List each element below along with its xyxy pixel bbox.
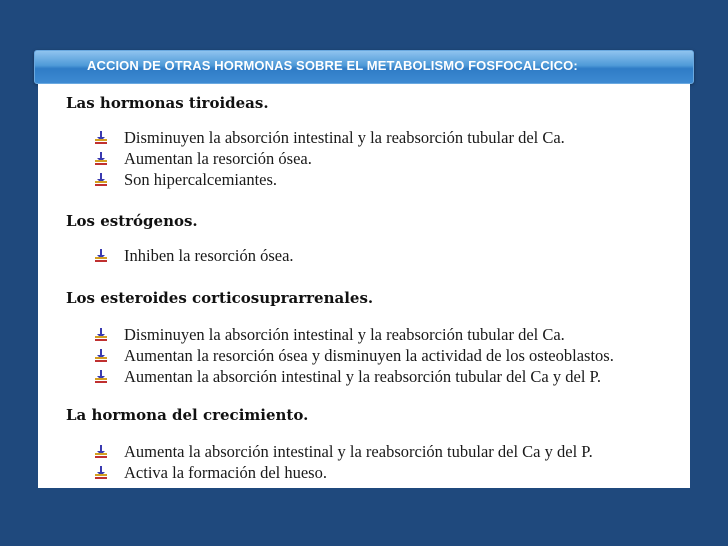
list-item-text: Son hipercalcemiantes. (124, 170, 278, 189)
list-item-text: Activa la formación del hueso. (124, 463, 327, 482)
arrow-down-bullet-icon (94, 349, 108, 363)
list-item-text: Aumenta la absorción intestinal y la reabsorción tubular del Ca y del P. (124, 442, 593, 461)
list-item-text: Disminuyen la absorción intestinal y la reabsorción tubular del Ca. (124, 128, 565, 147)
arrow-down-bullet-icon (94, 249, 108, 263)
list-item (38, 246, 678, 268)
list-item-text: Inhiben la resorción ósea. (124, 246, 294, 265)
arrow-down-bullet-icon (94, 131, 108, 145)
list-item (38, 367, 678, 389)
section-heading: Las hormonas tiroideas. (66, 94, 269, 112)
slide-title: ACCION DE OTRAS HORMONAS SOBRE EL METABOLISMO FOSFOCALCICO: (87, 58, 578, 73)
list-item-text: Disminuyen la absorción intestinal y la reabsorción tubular del Ca. (124, 325, 565, 344)
content-panel (38, 84, 690, 488)
arrow-down-bullet-icon (94, 445, 108, 459)
section-heading: Los estrógenos. (66, 212, 198, 230)
list-item (38, 325, 678, 347)
section-heading: La hormona del crecimiento. (66, 406, 309, 424)
list-item (38, 128, 678, 150)
list-item (38, 463, 678, 485)
list-item-text: Aumentan la absorción intestinal y la reabsorción tubular del Ca y del P. (124, 367, 602, 386)
list-item-text: Aumentan la resorción ósea. (124, 149, 312, 168)
list-item-text: Aumentan la resorción ósea y disminuyen la actividad de los osteoblastos. (124, 346, 614, 365)
list-item (38, 149, 678, 171)
arrow-down-bullet-icon (94, 370, 108, 384)
list-item (38, 170, 678, 192)
list-item (38, 346, 678, 368)
arrow-down-bullet-icon (94, 152, 108, 166)
arrow-down-bullet-icon (94, 173, 108, 187)
section-heading: Los esteroides corticosuprarrenales. (66, 289, 374, 307)
arrow-down-bullet-icon (94, 466, 108, 480)
arrow-down-bullet-icon (94, 328, 108, 342)
list-item (38, 442, 678, 464)
slide-title-bar (34, 50, 694, 84)
